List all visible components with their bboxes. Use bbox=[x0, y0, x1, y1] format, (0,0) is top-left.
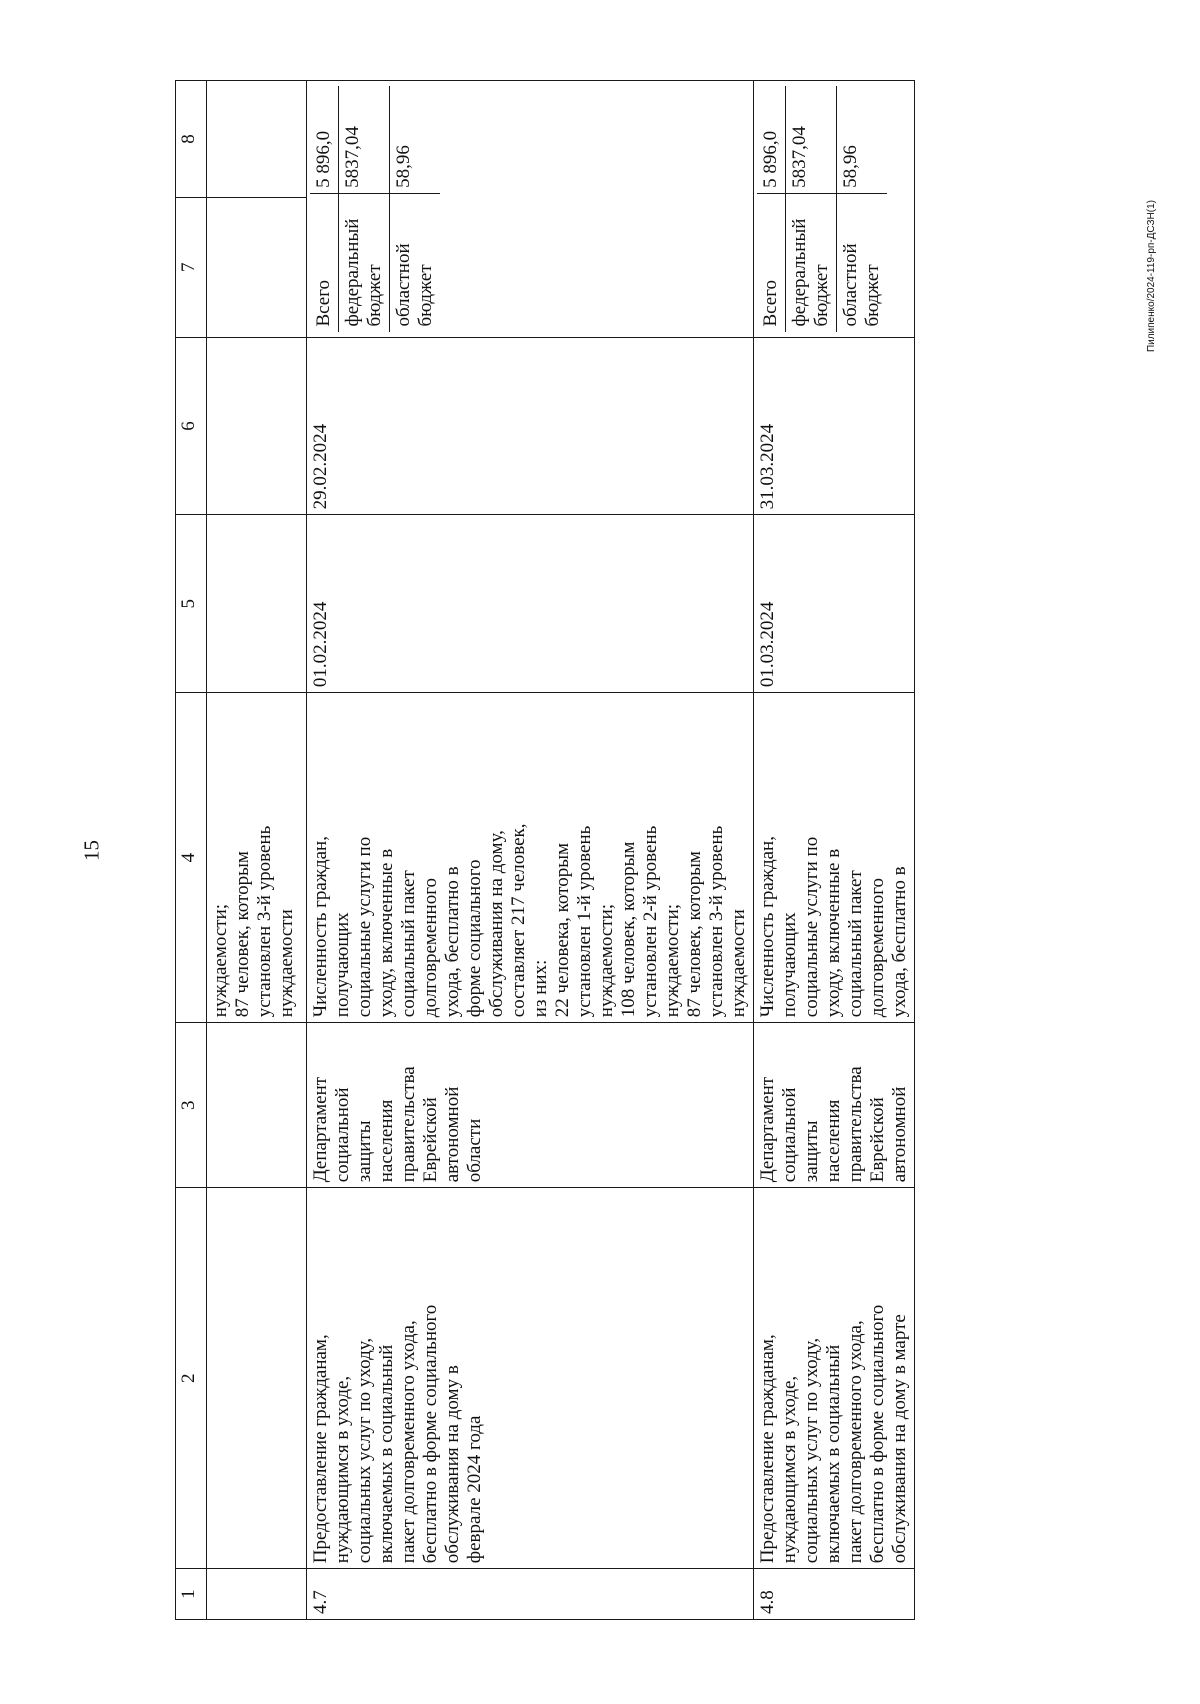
start-date: 01.02.2024 bbox=[307, 515, 754, 693]
header-cell: 5 bbox=[176, 515, 207, 693]
end-date: 29.02.2024 bbox=[307, 337, 754, 515]
empty-cell bbox=[207, 81, 307, 198]
funding-table bbox=[310, 86, 440, 332]
funding-source: Всего bbox=[310, 193, 339, 331]
empty-cell bbox=[207, 1569, 307, 1620]
event-description: Предоставление гражданам, нуждающимся в уходе, социальных услуг по уходу, включаемых в социальный пакет долговременного ухода, бесплатно в форме социального обслуживания на дому в марте bbox=[754, 1188, 915, 1569]
row-number: 4.7 bbox=[307, 1569, 754, 1620]
empty-cell bbox=[207, 1023, 307, 1188]
funding-amount: 5837,04 bbox=[339, 86, 390, 193]
funding-row bbox=[757, 86, 786, 332]
document-reference-text: Пилипенко/2024-119-рп-ДСЗН(1) bbox=[1146, 200, 1157, 353]
header-cell: 4 bbox=[176, 693, 207, 1023]
event-description: Предоставление гражданам, нуждающимся в уходе, социальных услуг по уходу, включаемых в социальный пакет долговременного ухода, бесплатно в форме социального обслуживания на дому в феврале 2024 года bbox=[307, 1188, 754, 1569]
funding-amount: 5837,04 bbox=[786, 86, 837, 193]
funding-block bbox=[307, 81, 754, 338]
continued-result-text: нуждаемости; 87 человек, которым установлен 3-й уровень нуждаемости bbox=[207, 693, 307, 1023]
funding-table bbox=[757, 86, 887, 332]
header-cell: 8 bbox=[176, 81, 207, 198]
executor: Департамент социальной защиты населения правительства Еврейской автономной области bbox=[307, 1023, 754, 1188]
funding-source: Всего bbox=[757, 193, 786, 331]
header-cell: 3 bbox=[176, 1023, 207, 1188]
start-date: 01.03.2024 bbox=[754, 515, 915, 693]
empty-cell bbox=[207, 1188, 307, 1569]
empty-cell bbox=[207, 197, 307, 337]
document-reference bbox=[1146, 200, 1164, 353]
funding-row bbox=[786, 86, 837, 332]
executor: Департамент социальной защиты населения правительства Еврейской автономной bbox=[754, 1023, 915, 1188]
end-date: 31.03.2024 bbox=[754, 337, 915, 515]
funding-row bbox=[837, 86, 888, 332]
page-number: 15 bbox=[79, 840, 104, 861]
funding-source: областной бюджет bbox=[840, 243, 883, 327]
funding-amount: 5 896,0 bbox=[757, 86, 786, 193]
plan-table bbox=[175, 80, 915, 1620]
funding-row bbox=[310, 86, 339, 332]
header-cell: 1 bbox=[176, 1569, 207, 1620]
empty-cell bbox=[207, 515, 307, 693]
row-number: 4.8 bbox=[754, 1569, 915, 1620]
table-row bbox=[307, 81, 754, 1620]
funding-amount: 58,96 bbox=[390, 86, 441, 193]
table-row bbox=[754, 81, 915, 1620]
header-cell: 6 bbox=[176, 337, 207, 515]
empty-cell bbox=[207, 337, 307, 515]
rotated-table-wrapper bbox=[175, 80, 1075, 1620]
funding-block bbox=[754, 81, 915, 338]
funding-amount: 58,96 bbox=[837, 86, 888, 193]
funding-row bbox=[339, 86, 390, 332]
header-cell: 7 bbox=[176, 197, 207, 337]
header-cell: 2 bbox=[176, 1188, 207, 1569]
funding-source: федеральный бюджет bbox=[786, 193, 837, 331]
funding-source: федеральный бюджет bbox=[339, 193, 390, 331]
funding-amount: 5 896,0 bbox=[310, 86, 339, 193]
funding-source: областной бюджет bbox=[393, 243, 436, 327]
expected-result: Численность граждан, получающих социальные услуги по уходу, включенные в социальный пакет долговременного ухода, бесплатно в bbox=[754, 693, 915, 1023]
continuation-row bbox=[207, 81, 307, 1620]
header-row bbox=[176, 81, 207, 1620]
funding-row bbox=[390, 86, 441, 332]
expected-result: Численность граждан, получающих социальные услуги по уходу, включенные в социальный пакет долговременного ухода, бесплатно в форме социального обслуживания на дому, составляет 217 человек, из них: 22 человека, которым установлен 1-й уровень нуждаемости; 108 человек, которым установлен 2-й уровень нуждаемости; 87 человек, которым установлен 3-й уровень нуждаемости bbox=[307, 693, 754, 1023]
